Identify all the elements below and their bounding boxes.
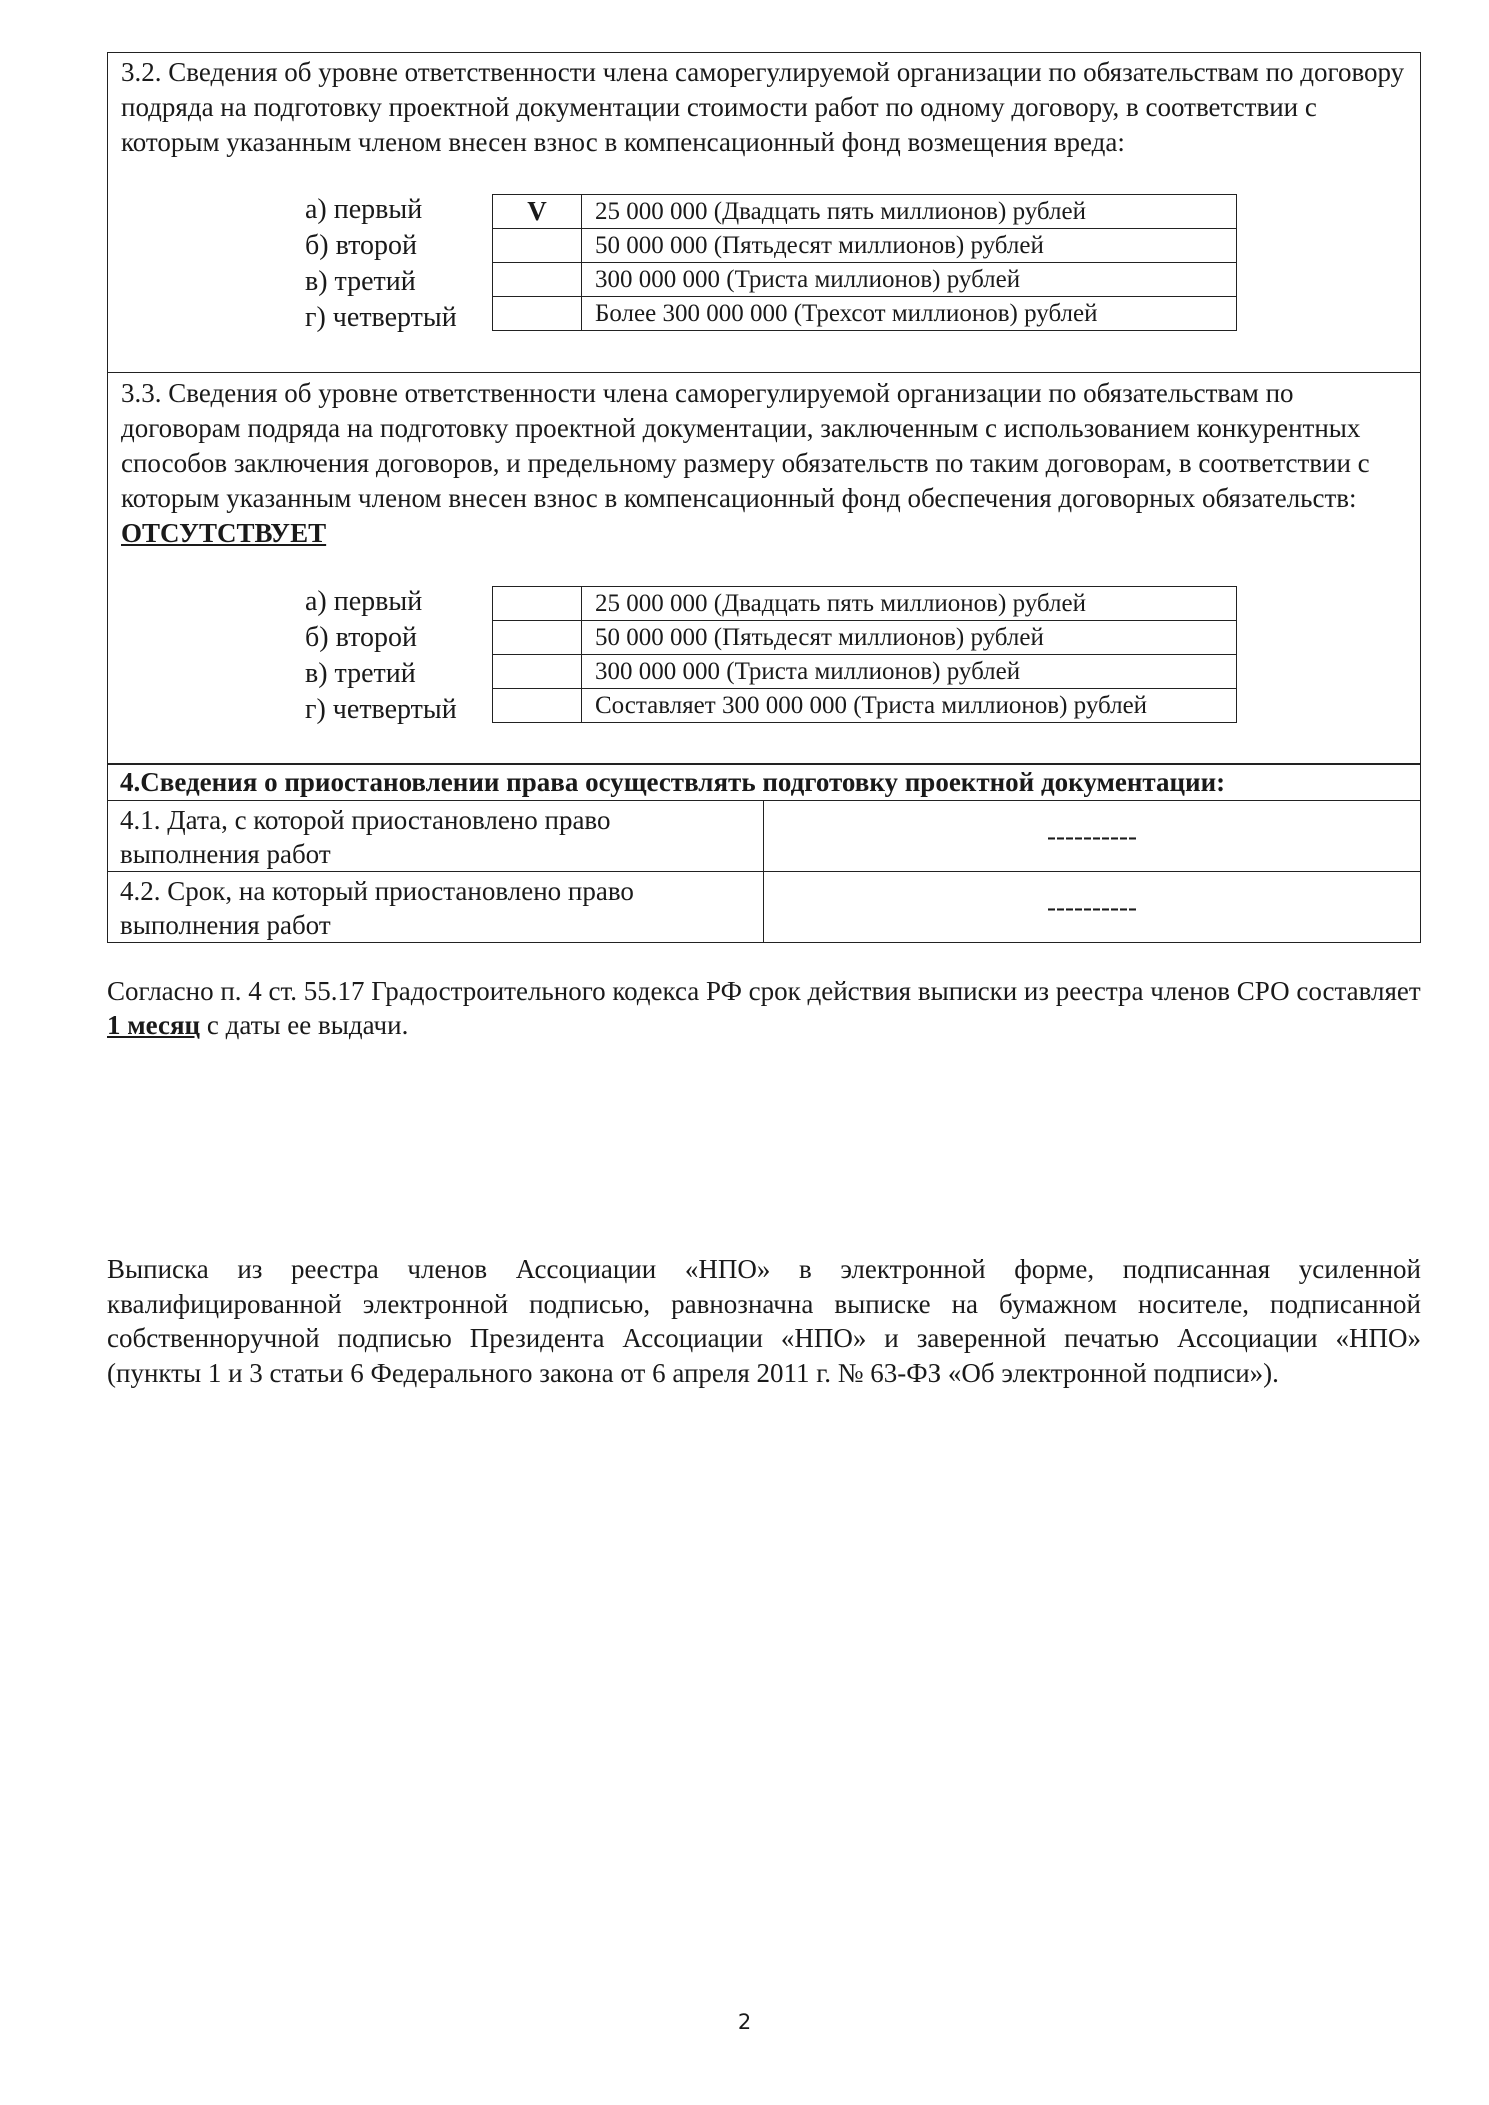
level-amount: 25 000 000 (Двадцать пять миллионов) рублей xyxy=(582,195,1237,229)
table-row xyxy=(493,655,1237,689)
table-row xyxy=(108,765,1421,801)
level-checkbox xyxy=(493,587,582,621)
level-label: б) второй xyxy=(305,622,417,653)
page-number: 2 xyxy=(737,2010,752,2034)
electronic-signature-note: Выписка из реестра членов Ассоциации «НПО» в электронной форме, подписанная усиленной квалифицированной электронной подписью, равнозначна выписке на бумажном носителе, подписанной собственноручной подписью Президента Ассоциации «НПО» и заверенной печатью Ассоциации «НПО» (пункты 1 и 3 статьи 6 Федерального закона от 6 апреля 2011 г. № 63-ФЗ «Об электронной подписи»). xyxy=(107,1254,1421,1388)
level-amount: 50 000 000 (Пятьдесят миллионов) рублей xyxy=(582,229,1237,263)
level-checkbox xyxy=(493,689,582,723)
level-label: г) четвертый xyxy=(305,302,457,333)
validity-note xyxy=(107,974,1421,1042)
level-amount: 300 000 000 (Триста миллионов) рублей xyxy=(582,655,1237,689)
status-absent: ОТСУТСТВУЕТ xyxy=(121,518,327,548)
table-row xyxy=(493,297,1237,331)
suspension-date-value: ---------- xyxy=(764,801,1421,872)
table-row xyxy=(493,621,1237,655)
suspension-term-value: ---------- xyxy=(764,872,1421,943)
section-divider xyxy=(107,372,1421,373)
level-checkbox-checked: V xyxy=(493,195,582,229)
section-3-2-text: 3.2. Сведения об уровне ответственности члена саморегулируемой организации по обязательствам по договору подряда на подготовку проектной документации стоимости работ по одному договору, в соответствии с которым указанным членом внесен взнос в компенсационный фонд возмещения вреда: xyxy=(121,57,1405,157)
validity-note-after: с даты ее выдачи. xyxy=(200,1010,409,1040)
level-checkbox xyxy=(493,229,582,263)
level-amount: 50 000 000 (Пятьдесят миллионов) рублей xyxy=(582,621,1237,655)
level-label: в) третий xyxy=(305,658,416,689)
table-row xyxy=(493,587,1237,621)
section-3-3-body: 3.3. Сведения об уровне ответственности члена саморегулируемой организации по обязательствам по договорам подряда на подготовку проектной документации, заключенным с использованием конкурентных способов заключения договоров, и предельному размеру обязательств по таким договорам, в соответствии с которым указанным членом внесен взнос в компенсационный фонд обеспечения договорных обязательств: xyxy=(121,378,1370,513)
level-label: а) первый xyxy=(305,586,423,617)
table-row xyxy=(108,801,1421,872)
section-3-3-text xyxy=(121,376,1411,551)
level-label: б) второй xyxy=(305,230,417,261)
level-amount: Более 300 000 000 (Трехсот миллионов) рублей xyxy=(582,297,1237,331)
section-4-heading: 4.Сведения о приостановлении права осуществлять подготовку проектной документации: xyxy=(108,765,1421,801)
table-row xyxy=(493,263,1237,297)
suspension-term-label: 4.2. Срок, на который приостановлено право выполнения работ xyxy=(108,872,764,943)
level-label: а) первый xyxy=(305,194,423,225)
validity-period: 1 месяц xyxy=(107,1010,201,1040)
section-3-2-levels-table xyxy=(492,194,1237,331)
validity-note-before: Согласно п. 4 ст. 55.17 Градостроительного кодекса РФ срок действия выписки из реестра членов СРО составляет xyxy=(107,976,1421,1006)
level-amount: 300 000 000 (Триста миллионов) рублей xyxy=(582,263,1237,297)
table-row xyxy=(493,229,1237,263)
table-row xyxy=(493,689,1237,723)
table-row xyxy=(108,872,1421,943)
suspension-date-label: 4.1. Дата, с которой приостановлено право выполнения работ xyxy=(108,801,764,872)
section-3-3-levels-table xyxy=(492,586,1237,723)
level-amount: 25 000 000 (Двадцать пять миллионов) рублей xyxy=(582,587,1237,621)
level-checkbox xyxy=(493,621,582,655)
level-label: в) третий xyxy=(305,266,416,297)
suspension-table xyxy=(107,764,1421,943)
level-checkbox xyxy=(493,263,582,297)
level-checkbox xyxy=(493,297,582,331)
level-amount: Составляет 300 000 000 (Триста миллионов) рублей xyxy=(582,689,1237,723)
table-row xyxy=(493,195,1237,229)
level-label: г) четвертый xyxy=(305,694,457,725)
level-checkbox xyxy=(493,655,582,689)
